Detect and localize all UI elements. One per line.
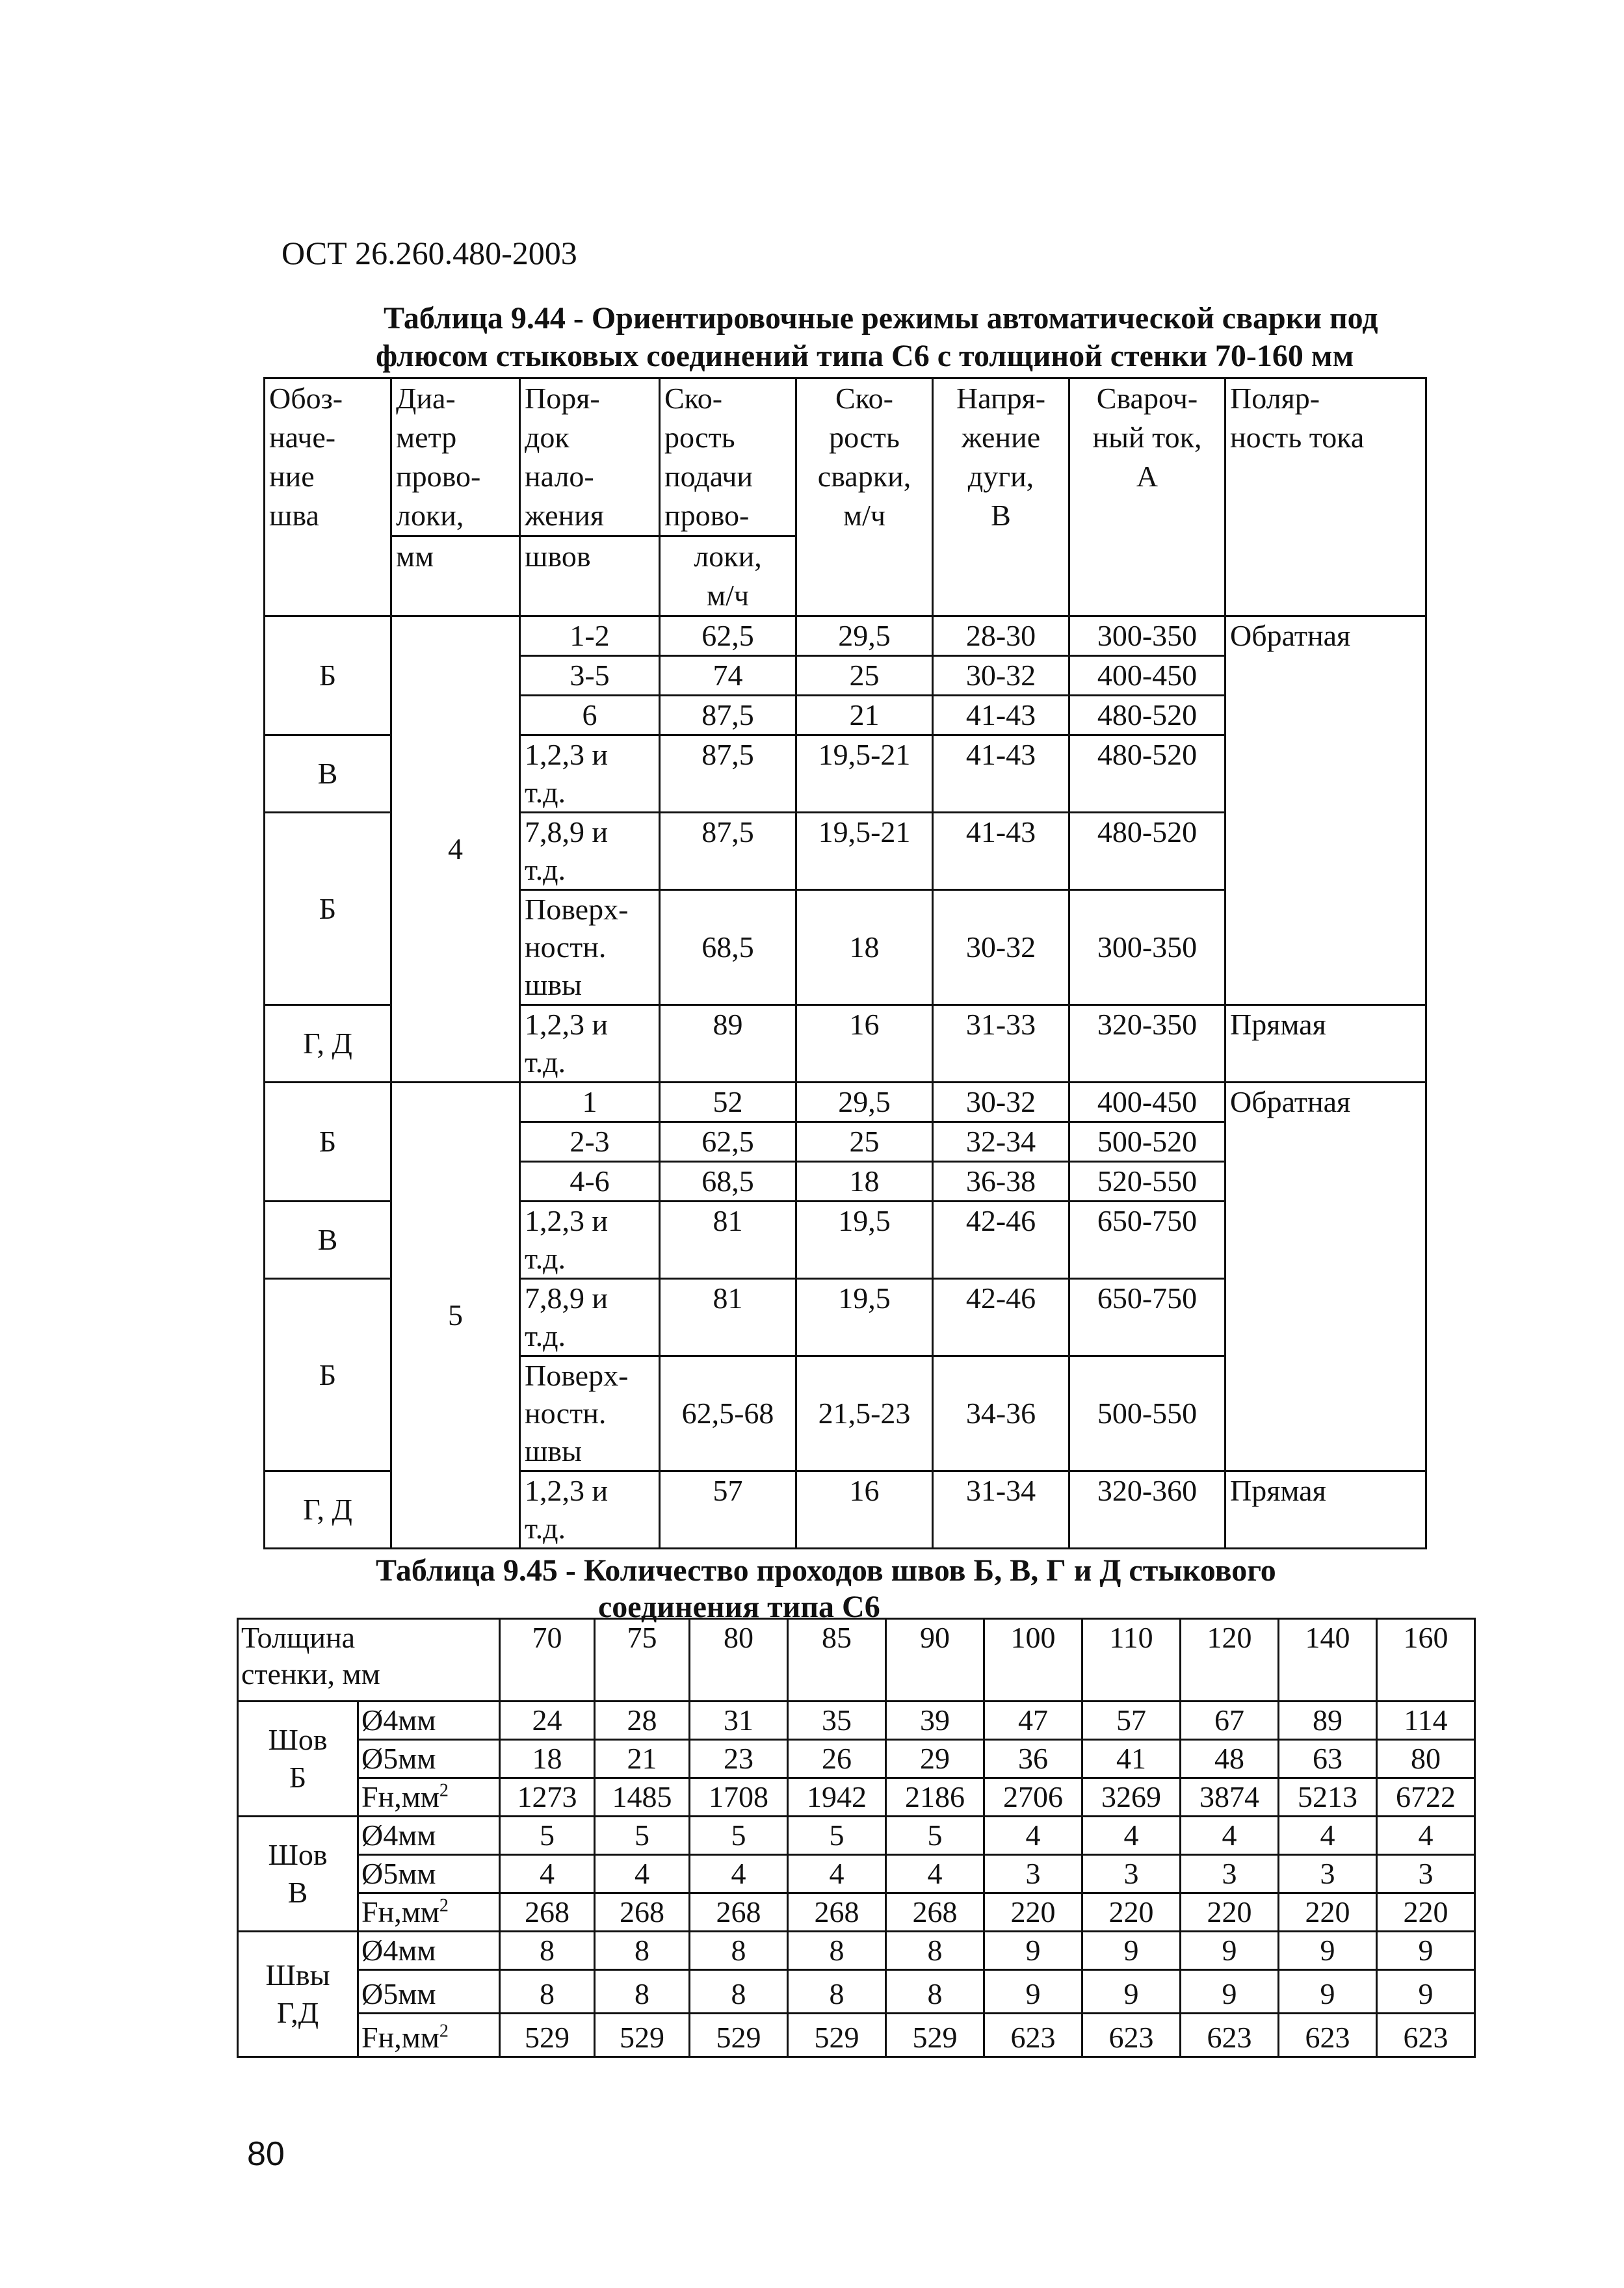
speed-cell: 19,5-21 xyxy=(796,813,933,890)
value-cell: 623 xyxy=(1082,2014,1181,2057)
value-cell: 220 xyxy=(1377,1893,1475,1932)
thickness-value: 90 xyxy=(886,1619,984,1702)
polarity-cell: Обратная xyxy=(1225,1083,1426,1471)
value-cell: 4 xyxy=(788,1855,886,1893)
order-cell: 3-5 xyxy=(520,656,660,696)
superscript: 2 xyxy=(439,1895,449,1916)
speed-cell: 19,5 xyxy=(796,1279,933,1356)
order-cell: Поверх- ностн. швы xyxy=(520,1356,660,1471)
diameter-cell: 4 xyxy=(391,616,520,1083)
value-cell: 268 xyxy=(690,1893,788,1932)
thickness-value: 120 xyxy=(1181,1619,1279,1702)
header-welding-current: Свароч- ный ток, А xyxy=(1069,378,1225,616)
seam-cell: Г, Д xyxy=(265,1005,391,1083)
table-9-45-caption-line1: Таблица 9.45 - Количество проходов швов Б, В, Г и Д стыкового xyxy=(376,1553,1276,1588)
order-cell: 7,8,9 и т.д. xyxy=(520,813,660,890)
value-cell: 21 xyxy=(595,1740,690,1778)
parameter-cell xyxy=(358,1932,500,1970)
value-cell: 8 xyxy=(595,1932,690,1970)
value-cell: 529 xyxy=(690,2014,788,2057)
parameter-cell xyxy=(358,1817,500,1855)
voltage-cell: 30-32 xyxy=(933,656,1069,696)
header-seam-designation: Обоз- наче- ние шва xyxy=(265,378,391,616)
thickness-value: 80 xyxy=(690,1619,788,1702)
value-cell: 529 xyxy=(595,2014,690,2057)
table-9-45 xyxy=(237,1618,1476,2058)
order-cell: 1,2,3 и т.д. xyxy=(520,1471,660,1549)
order-cell: 2-3 xyxy=(520,1122,660,1162)
table-row xyxy=(238,1970,1475,2014)
order-cell: 6 xyxy=(520,696,660,735)
value-cell: 35 xyxy=(788,1702,886,1740)
table-row xyxy=(238,1702,1475,1740)
value-cell: 268 xyxy=(788,1893,886,1932)
current-cell: 320-350 xyxy=(1069,1005,1225,1083)
current-cell: 650-750 xyxy=(1069,1202,1225,1279)
value-cell: 89 xyxy=(1279,1702,1377,1740)
parameter-label: Ø4мм xyxy=(361,1819,436,1852)
voltage-cell: 41-43 xyxy=(933,813,1069,890)
value-cell: 8 xyxy=(500,1932,595,1970)
voltage-cell: 41-43 xyxy=(933,735,1069,813)
thickness-value: 70 xyxy=(500,1619,595,1702)
value-cell: 57 xyxy=(1082,1702,1181,1740)
thickness-value: 160 xyxy=(1377,1619,1475,1702)
feed-cell: 52 xyxy=(660,1083,796,1122)
speed-cell: 21,5-23 xyxy=(796,1356,933,1471)
parameter-cell xyxy=(358,1702,500,1740)
thickness-label: Толщина стенки, мм xyxy=(238,1619,500,1702)
voltage-cell: 28-30 xyxy=(933,616,1069,656)
feed-cell: 89 xyxy=(660,1005,796,1083)
current-cell: 650-750 xyxy=(1069,1279,1225,1356)
value-cell: 6722 xyxy=(1377,1778,1475,1817)
table-row xyxy=(238,2014,1475,2057)
value-cell: 9 xyxy=(1181,1970,1279,2014)
value-cell: 9 xyxy=(1377,1970,1475,2014)
value-cell: 268 xyxy=(500,1893,595,1932)
value-cell: 8 xyxy=(690,1932,788,1970)
value-cell: 67 xyxy=(1181,1702,1279,1740)
current-cell: 300-350 xyxy=(1069,616,1225,656)
table-row xyxy=(265,1083,1426,1122)
seam-cell: Б xyxy=(265,1083,391,1202)
feed-cell: 62,5-68 xyxy=(660,1356,796,1471)
voltage-cell: 32-34 xyxy=(933,1122,1069,1162)
value-cell: 623 xyxy=(1181,2014,1279,2057)
current-cell: 500-550 xyxy=(1069,1356,1225,1471)
table-row xyxy=(238,1740,1475,1778)
value-cell: 4 xyxy=(886,1855,984,1893)
value-cell: 268 xyxy=(595,1893,690,1932)
seam-cell: Б xyxy=(265,1279,391,1471)
parameter-cell xyxy=(358,1893,500,1932)
thickness-value: 140 xyxy=(1279,1619,1377,1702)
header-pass-order-cont: швов xyxy=(520,536,660,616)
value-cell: 1942 xyxy=(788,1778,886,1817)
current-cell: 320-360 xyxy=(1069,1471,1225,1549)
value-cell: 39 xyxy=(886,1702,984,1740)
speed-cell: 19,5 xyxy=(796,1202,933,1279)
feed-cell: 62,5 xyxy=(660,1122,796,1162)
voltage-cell: 31-34 xyxy=(933,1471,1069,1549)
parameter-cell xyxy=(358,1778,500,1817)
value-cell: 5 xyxy=(595,1817,690,1855)
parameter-label: Ø5мм xyxy=(361,1977,436,2010)
current-cell: 400-450 xyxy=(1069,1083,1225,1122)
parameter-label: Ø4мм xyxy=(361,1703,436,1737)
seam-cell: В xyxy=(265,1202,391,1279)
value-cell: 268 xyxy=(886,1893,984,1932)
speed-cell: 18 xyxy=(796,890,933,1005)
value-cell: 3874 xyxy=(1181,1778,1279,1817)
value-cell: 26 xyxy=(788,1740,886,1778)
value-cell: 1485 xyxy=(595,1778,690,1817)
value-cell: 9 xyxy=(1082,1970,1181,2014)
speed-cell: 16 xyxy=(796,1005,933,1083)
value-cell: 4 xyxy=(1377,1817,1475,1855)
value-cell: 4 xyxy=(984,1817,1082,1855)
voltage-cell: 41-43 xyxy=(933,696,1069,735)
header-pass-order: Поря- док нало- жения xyxy=(520,378,660,536)
current-cell: 480-520 xyxy=(1069,696,1225,735)
feed-cell: 87,5 xyxy=(660,696,796,735)
polarity-cell: Прямая xyxy=(1225,1005,1426,1083)
value-cell: 23 xyxy=(690,1740,788,1778)
table-row xyxy=(238,1855,1475,1893)
feed-cell: 81 xyxy=(660,1202,796,1279)
header-arc-voltage: Напря- жение дуги, В xyxy=(933,378,1069,616)
superscript: 2 xyxy=(439,1780,449,1801)
seam-group-label: Шов В xyxy=(238,1817,358,1932)
feed-cell: 57 xyxy=(660,1471,796,1549)
value-cell: 1708 xyxy=(690,1778,788,1817)
value-cell: 8 xyxy=(690,1970,788,2014)
parameter-label: Ø5мм xyxy=(361,1857,436,1890)
parameter-label: Ø5мм xyxy=(361,1742,436,1775)
value-cell: 28 xyxy=(595,1702,690,1740)
value-cell: 3 xyxy=(984,1855,1082,1893)
parameter-label: Fн,мм xyxy=(361,1895,439,1928)
polarity-cell: Обратная xyxy=(1225,616,1426,1005)
order-cell: 1-2 xyxy=(520,616,660,656)
table-row xyxy=(238,1893,1475,1932)
order-cell: 4-6 xyxy=(520,1162,660,1202)
order-cell: 7,8,9 и т.д. xyxy=(520,1279,660,1356)
value-cell: 8 xyxy=(886,1932,984,1970)
seam-cell: В xyxy=(265,735,391,813)
standard-header: ОСТ 26.260.480-2003 xyxy=(282,235,577,271)
value-cell: 8 xyxy=(595,1970,690,2014)
thickness-value: 85 xyxy=(788,1619,886,1702)
seam-cell: Б xyxy=(265,616,391,735)
speed-cell: 16 xyxy=(796,1471,933,1549)
speed-cell: 19,5-21 xyxy=(796,735,933,813)
value-cell: 48 xyxy=(1181,1740,1279,1778)
table-row xyxy=(265,616,1426,656)
speed-cell: 25 xyxy=(796,656,933,696)
voltage-cell: 34-36 xyxy=(933,1356,1069,1471)
feed-cell: 87,5 xyxy=(660,735,796,813)
value-cell: 5213 xyxy=(1279,1778,1377,1817)
value-cell: 114 xyxy=(1377,1702,1475,1740)
seam-group-label: Швы Г,Д xyxy=(238,1932,358,2057)
header-polarity: Поляр- ность тока xyxy=(1225,378,1426,616)
value-cell: 3 xyxy=(1377,1855,1475,1893)
header-welding-speed: Ско- рость сварки, м/ч xyxy=(796,378,933,616)
value-cell: 18 xyxy=(500,1740,595,1778)
header-wire-diameter: Диа- метр прово- локи, xyxy=(391,378,520,536)
value-cell: 8 xyxy=(788,1970,886,2014)
voltage-cell: 36-38 xyxy=(933,1162,1069,1202)
speed-cell: 18 xyxy=(796,1162,933,1202)
table-header-row xyxy=(265,378,1426,536)
voltage-cell: 42-46 xyxy=(933,1202,1069,1279)
table-row xyxy=(238,1932,1475,1970)
current-cell: 300-350 xyxy=(1069,890,1225,1005)
order-cell: 1 xyxy=(520,1083,660,1122)
value-cell: 220 xyxy=(1279,1893,1377,1932)
current-cell: 480-520 xyxy=(1069,735,1225,813)
value-cell: 9 xyxy=(1279,1970,1377,2014)
value-cell: 9 xyxy=(1377,1932,1475,1970)
page-number: 80 xyxy=(247,2135,285,2173)
parameter-label: Fн,мм xyxy=(361,2021,439,2054)
voltage-cell: 30-32 xyxy=(933,1083,1069,1122)
value-cell: 529 xyxy=(500,2014,595,2057)
current-cell: 480-520 xyxy=(1069,813,1225,890)
thickness-value: 100 xyxy=(984,1619,1082,1702)
value-cell: 2186 xyxy=(886,1778,984,1817)
value-cell: 80 xyxy=(1377,1740,1475,1778)
seam-cell: Б xyxy=(265,813,391,1005)
table-9-44 xyxy=(263,377,1427,1549)
value-cell: 9 xyxy=(984,1970,1082,2014)
value-cell: 4 xyxy=(1082,1817,1181,1855)
value-cell: 3 xyxy=(1181,1855,1279,1893)
table-row xyxy=(238,1817,1475,1855)
table-9-44-caption-line2: флюсом стыковых соединений типа С6 с толщиной стенки 70-160 мм xyxy=(376,339,1354,373)
value-cell: 5 xyxy=(886,1817,984,1855)
value-cell: 47 xyxy=(984,1702,1082,1740)
seam-cell: Г, Д xyxy=(265,1471,391,1549)
speed-cell: 29,5 xyxy=(796,1083,933,1122)
superscript: 2 xyxy=(439,2021,449,2042)
thickness-header-row xyxy=(238,1619,1475,1702)
polarity-cell: Прямая xyxy=(1225,1471,1426,1549)
parameter-cell xyxy=(358,1970,500,2014)
value-cell: 623 xyxy=(1377,2014,1475,2057)
feed-cell: 81 xyxy=(660,1279,796,1356)
table-9-44-caption-line1: Таблица 9.44 - Ориентировочные режимы автоматической сварки под xyxy=(384,301,1378,335)
value-cell: 4 xyxy=(1181,1817,1279,1855)
value-cell: 24 xyxy=(500,1702,595,1740)
value-cell: 4 xyxy=(1279,1817,1377,1855)
value-cell: 9 xyxy=(1082,1932,1181,1970)
value-cell: 623 xyxy=(984,2014,1082,2057)
value-cell: 3 xyxy=(1279,1855,1377,1893)
feed-cell: 74 xyxy=(660,656,796,696)
parameter-cell xyxy=(358,1855,500,1893)
feed-cell: 68,5 xyxy=(660,1162,796,1202)
parameter-cell xyxy=(358,1740,500,1778)
value-cell: 3269 xyxy=(1082,1778,1181,1817)
current-cell: 520-550 xyxy=(1069,1162,1225,1202)
speed-cell: 29,5 xyxy=(796,616,933,656)
value-cell: 9 xyxy=(984,1932,1082,1970)
value-cell: 41 xyxy=(1082,1740,1181,1778)
header-wire-diameter-unit: мм xyxy=(391,536,520,616)
value-cell: 8 xyxy=(500,1970,595,2014)
order-cell: 1,2,3 и т.д. xyxy=(520,735,660,813)
voltage-cell: 30-32 xyxy=(933,890,1069,1005)
feed-cell: 87,5 xyxy=(660,813,796,890)
speed-cell: 25 xyxy=(796,1122,933,1162)
value-cell: 9 xyxy=(1279,1932,1377,1970)
current-cell: 500-520 xyxy=(1069,1122,1225,1162)
value-cell: 2706 xyxy=(984,1778,1082,1817)
value-cell: 529 xyxy=(788,2014,886,2057)
voltage-cell: 31-33 xyxy=(933,1005,1069,1083)
voltage-cell: 42-46 xyxy=(933,1279,1069,1356)
value-cell: 623 xyxy=(1279,2014,1377,2057)
parameter-label: Fн,мм xyxy=(361,1780,439,1813)
value-cell: 36 xyxy=(984,1740,1082,1778)
value-cell: 220 xyxy=(984,1893,1082,1932)
value-cell: 4 xyxy=(690,1855,788,1893)
parameter-cell xyxy=(358,2014,500,2057)
value-cell: 1273 xyxy=(500,1778,595,1817)
value-cell: 4 xyxy=(500,1855,595,1893)
order-cell: 1,2,3 и т.д. xyxy=(520,1202,660,1279)
value-cell: 63 xyxy=(1279,1740,1377,1778)
speed-cell: 21 xyxy=(796,696,933,735)
thickness-value: 110 xyxy=(1082,1619,1181,1702)
table-9-45-caption-line2: соединения типа С6 xyxy=(598,1590,880,1624)
value-cell: 529 xyxy=(886,2014,984,2057)
current-cell: 400-450 xyxy=(1069,656,1225,696)
value-cell: 220 xyxy=(1082,1893,1181,1932)
seam-group-label: Шов Б xyxy=(238,1702,358,1817)
header-wire-feed-speed: Ско- рость подачи прово- xyxy=(660,378,796,536)
value-cell: 5 xyxy=(690,1817,788,1855)
value-cell: 5 xyxy=(500,1817,595,1855)
value-cell: 4 xyxy=(595,1855,690,1893)
value-cell: 5 xyxy=(788,1817,886,1855)
value-cell: 29 xyxy=(886,1740,984,1778)
table-row xyxy=(238,1778,1475,1817)
value-cell: 31 xyxy=(690,1702,788,1740)
value-cell: 9 xyxy=(1181,1932,1279,1970)
value-cell: 3 xyxy=(1082,1855,1181,1893)
thickness-value: 75 xyxy=(595,1619,690,1702)
diameter-cell: 5 xyxy=(391,1083,520,1549)
order-cell: Поверх- ностн. швы xyxy=(520,890,660,1005)
parameter-label: Ø4мм xyxy=(361,1934,436,1967)
value-cell: 8 xyxy=(788,1932,886,1970)
order-cell: 1,2,3 и т.д. xyxy=(520,1005,660,1083)
value-cell: 220 xyxy=(1181,1893,1279,1932)
feed-cell: 68,5 xyxy=(660,890,796,1005)
header-wire-feed-unit: локи, м/ч xyxy=(660,536,796,616)
value-cell: 8 xyxy=(886,1970,984,2014)
feed-cell: 62,5 xyxy=(660,616,796,656)
